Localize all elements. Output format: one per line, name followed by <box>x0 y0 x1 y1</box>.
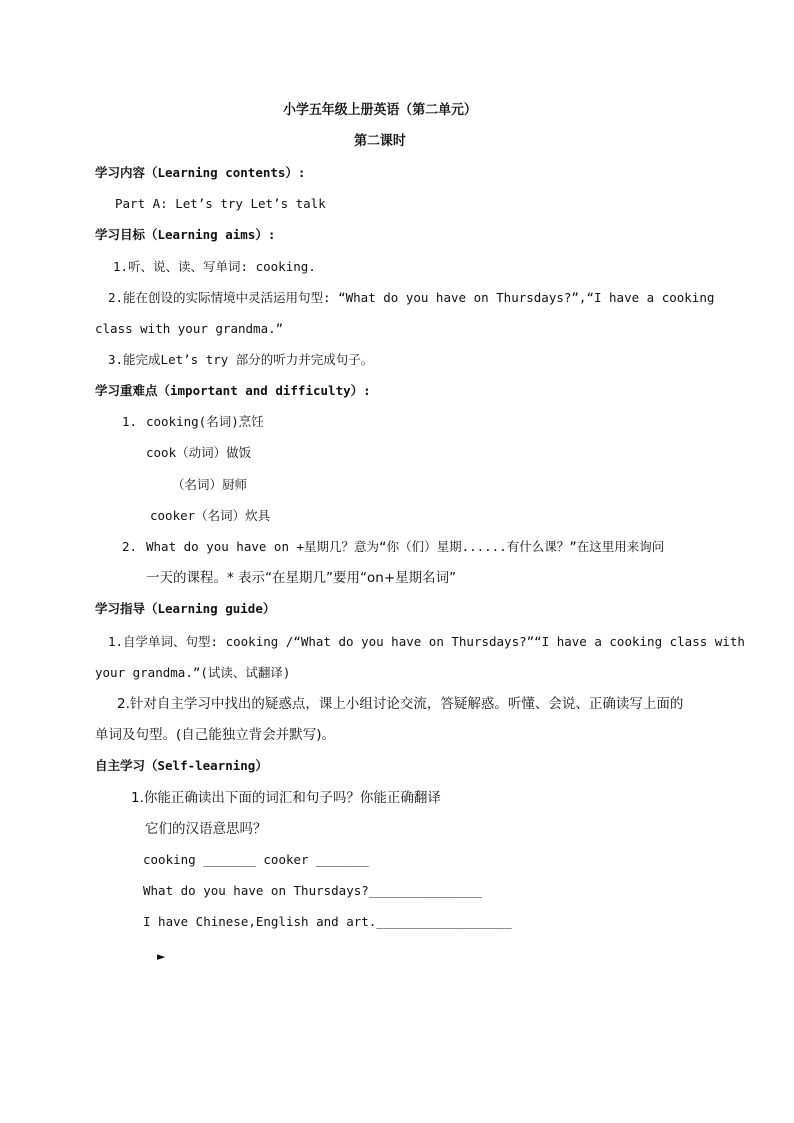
key-2-number: 2. <box>122 539 138 554</box>
guide-1-line-1: 1.自学单词、句型: cooking /“What do you have on Thursdays?”“I have a cooking class with <box>108 634 745 649</box>
key-1-number: 1. <box>122 414 138 429</box>
key-1-line-c: （名词）厨师 <box>172 477 248 492</box>
self-1-line-2: 它们的汉语意思吗？ <box>145 821 267 837</box>
contents-heading: 学习内容（Learning contents）: <box>95 165 306 180</box>
guide-2-line-1: 2.针对自主学习中找出的疑惑点，课上小组讨论交流，答疑解惑。听懂、会说、正确读写上面的 <box>117 696 684 712</box>
key-points-heading: 学习重难点（important and difficulty）: <box>95 383 371 398</box>
guide-1-line-2: your grandma.”(试读、试翻译) <box>95 665 291 680</box>
exercise-words: cooking _______ cooker _______ <box>143 852 369 867</box>
self-learning-heading: 自主学习（Self-learning） <box>95 758 268 773</box>
key-1-line-b: cook（动词）做饭 <box>146 445 252 460</box>
exercise-sentence-1: What do you have on Thursdays?_______________ <box>143 883 482 898</box>
aims-heading: 学习目标（Learning aims）: <box>95 227 276 242</box>
self-1-line-1: 1.你能正确读出下面的词汇和句子吗？你能正确翻译 <box>131 790 441 806</box>
key-1-line-d: cooker（名词）炊具 <box>150 508 271 523</box>
key-2-line-a: What do you have on +星期几？意为“你（们）星期......有什么课？”在这里用来询问 <box>146 539 665 554</box>
key-2-line-b: 一天的课程。* 表示“在星期几”要用“on+星期名词” <box>146 570 457 586</box>
contents-line: Part A: Let’s try Let’s talk <box>115 196 326 211</box>
page-title: 小学五年级上册英语（第二单元） <box>283 102 477 118</box>
exercise-sentence-2: I have Chinese,English and art.__________________ <box>143 914 512 929</box>
aim-1: 1.听、说、读、写单词: cooking. <box>113 259 316 274</box>
aim-2-line-2: class with your grandma.” <box>95 321 284 336</box>
lesson-subtitle: 第二课时 <box>354 133 406 149</box>
bullet-arrow-icon: ► <box>157 950 166 963</box>
key-1-line-a: cooking(名词)烹饪 <box>146 414 264 429</box>
guide-heading: 学习指导（Learning guide） <box>95 601 276 616</box>
aim-3: 3.能完成Let’s try 部分的听力并完成句子。 <box>108 352 374 367</box>
aim-2-line-1: 2.能在创设的实际情境中灵活运用句型: “What do you have on Thursdays?”,“I have a cooking <box>108 290 715 305</box>
guide-2-line-2: 单词及句型。(自己能独立背会并默写)。 <box>95 727 336 743</box>
